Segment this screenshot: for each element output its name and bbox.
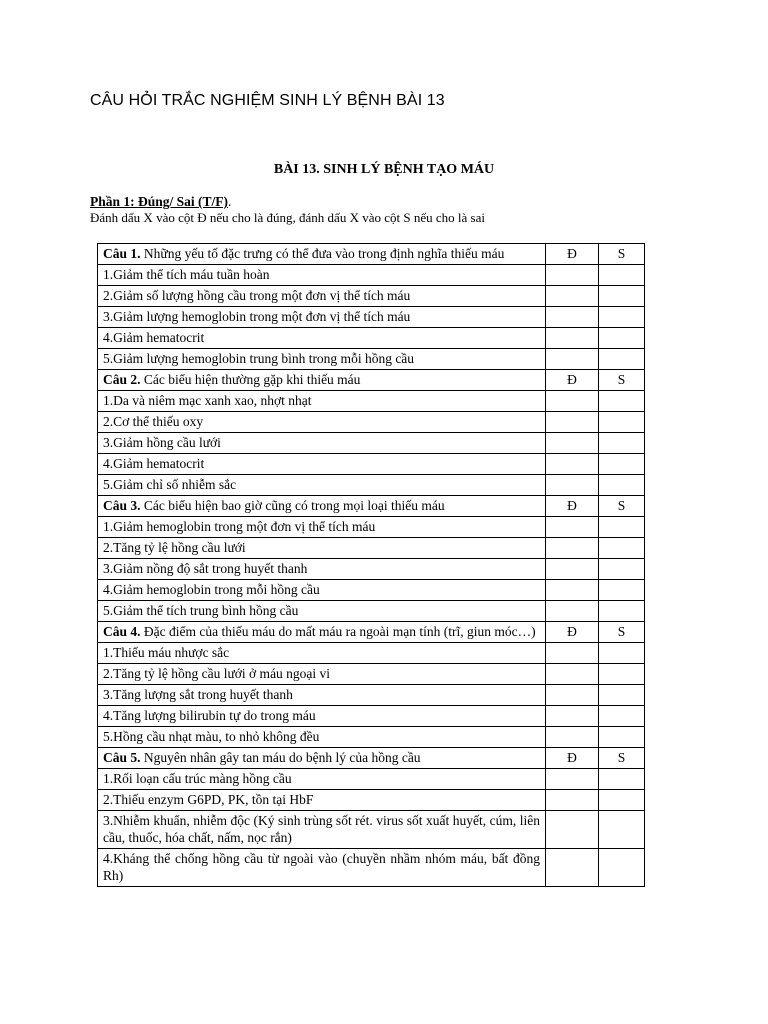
answer-cell-false[interactable]: [599, 685, 645, 706]
option-row: [98, 790, 645, 811]
column-header-true: Đ: [546, 748, 599, 769]
part-heading: [90, 194, 231, 210]
answer-cell-true[interactable]: [546, 286, 599, 307]
question-number: Câu 5.: [103, 750, 141, 765]
question-header-row: [98, 748, 645, 769]
lesson-title: BÀI 13. SINH LÝ BỆNH TẠO MÁU: [273, 162, 495, 177]
option-text: 5.Giảm chỉ số nhiễm sắc: [98, 475, 546, 496]
option-row: [98, 433, 645, 454]
option-text: 1.Rối loạn cấu trúc màng hồng cầu: [98, 769, 546, 790]
question-number: Câu 2.: [103, 372, 141, 387]
instruction-text: Đánh dấu X vào cột Đ nếu cho là đúng, đánh dấu X vào cột S nếu cho là sai: [90, 210, 485, 225]
answer-cell-false[interactable]: [599, 580, 645, 601]
option-row: [98, 580, 645, 601]
option-text: 1.Giảm hemoglobin trong một đơn vị thể tích máu: [98, 517, 546, 538]
answer-cell-true[interactable]: [546, 454, 599, 475]
answer-cell-false[interactable]: [599, 727, 645, 748]
option-text: 3.Nhiễm khuẩn, nhiễm độc (Ký sinh trùng sốt rét. virus sốt xuất huyết, cúm, liên cầu, thuốc, hóa chất, nấm, nọc rắn): [98, 811, 546, 849]
answer-cell-true[interactable]: [546, 706, 599, 727]
option-text: 5.Hồng cầu nhạt màu, to nhỏ không đều: [98, 727, 546, 748]
answer-cell-false[interactable]: [599, 601, 645, 622]
answer-cell-false[interactable]: [599, 391, 645, 412]
option-text: 2.Tăng tỷ lệ hồng cầu lưới: [98, 538, 546, 559]
answer-cell-false[interactable]: [599, 559, 645, 580]
option-text: 4.Giảm hematocrit: [98, 328, 546, 349]
option-row: [98, 559, 645, 580]
answer-cell-false[interactable]: [599, 412, 645, 433]
column-header-true: Đ: [546, 622, 599, 643]
option-row: [98, 811, 645, 849]
option-row: [98, 664, 645, 685]
part-heading-label: Phần 1: Đúng/ Sai (T/F): [90, 194, 229, 209]
answer-cell-true[interactable]: [546, 727, 599, 748]
part-heading-tail: .: [228, 194, 232, 209]
column-header-true: Đ: [546, 244, 599, 265]
question-text-cell: [98, 496, 546, 517]
option-row: [98, 286, 645, 307]
answer-cell-false[interactable]: [599, 349, 645, 370]
option-row: [98, 454, 645, 475]
option-row: [98, 265, 645, 286]
option-text: 3.Giảm hồng cầu lưới: [98, 433, 546, 454]
column-header-false: S: [599, 496, 645, 517]
option-text: 2.Cơ thể thiếu oxy: [98, 412, 546, 433]
option-row: [98, 601, 645, 622]
answer-cell-true[interactable]: [546, 412, 599, 433]
option-row: [98, 475, 645, 496]
answer-cell-false[interactable]: [599, 475, 645, 496]
question-header-row: [98, 244, 645, 265]
option-row: [98, 643, 645, 664]
question-number: Câu 3.: [103, 498, 141, 513]
column-header-false: S: [599, 622, 645, 643]
answer-cell-true[interactable]: [546, 790, 599, 811]
question-header-row: [98, 370, 645, 391]
question-header-row: [98, 496, 645, 517]
option-text: 4.Tăng lượng bilirubin tự do trong máu: [98, 706, 546, 727]
column-header-true: Đ: [546, 496, 599, 517]
option-row: [98, 727, 645, 748]
answer-cell-true[interactable]: [546, 769, 599, 790]
question-text: Các biểu hiện bao giờ cũng có trong mọi loại thiếu máu: [140, 498, 445, 513]
quiz-table: [97, 243, 645, 887]
answer-cell-false[interactable]: [599, 328, 645, 349]
answer-cell-true[interactable]: [546, 643, 599, 664]
question-number: Câu 4.: [103, 624, 141, 639]
answer-cell-false[interactable]: [599, 643, 645, 664]
answer-cell-true[interactable]: [546, 811, 599, 849]
answer-cell-false[interactable]: [599, 265, 645, 286]
question-number: Câu 1.: [103, 246, 141, 261]
option-text: 3.Tăng lượng sắt trong huyết thanh: [98, 685, 546, 706]
question-text-cell: [98, 622, 546, 643]
answer-cell-true[interactable]: [546, 664, 599, 685]
answer-cell-true[interactable]: [546, 433, 599, 454]
option-row: [98, 391, 645, 412]
column-header-true: Đ: [546, 370, 599, 391]
option-text: 4.Giảm hemoglobin trong mỗi hồng cầu: [98, 580, 546, 601]
answer-cell-false[interactable]: [599, 433, 645, 454]
option-row: [98, 849, 645, 887]
answer-cell-true[interactable]: [546, 601, 599, 622]
answer-cell-false[interactable]: [599, 307, 645, 328]
answer-cell-true[interactable]: [546, 328, 599, 349]
question-text-cell: [98, 748, 546, 769]
column-header-false: S: [599, 370, 645, 391]
option-row: [98, 706, 645, 727]
answer-cell-false[interactable]: [599, 790, 645, 811]
answer-cell-false[interactable]: [599, 849, 645, 887]
page-title: CÂU HỎI TRẮC NGHIỆM SINH LÝ BỆNH BÀI 13: [90, 92, 445, 109]
option-text: 2.Giảm số lượng hồng cầu trong một đơn vị thể tích máu: [98, 286, 546, 307]
answer-cell-false[interactable]: [599, 706, 645, 727]
answer-cell-true[interactable]: [546, 475, 599, 496]
answer-cell-false[interactable]: [599, 769, 645, 790]
option-text: 1.Thiếu máu nhược sắc: [98, 643, 546, 664]
option-text: 4.Kháng thể chống hồng cầu từ ngoài vào (chuyền nhầm nhóm máu, bất đồng Rh): [98, 849, 546, 887]
option-row: [98, 685, 645, 706]
answer-cell-true[interactable]: [546, 580, 599, 601]
option-text: 5.Giảm lượng hemoglobin trung bình trong mỗi hồng cầu: [98, 349, 546, 370]
question-text: Đặc điểm của thiếu máu do mất máu ra ngoài mạn tính (trĩ, giun móc…): [140, 624, 536, 639]
column-header-false: S: [599, 748, 645, 769]
answer-cell-false[interactable]: [599, 538, 645, 559]
option-text: 3.Giảm nồng độ sắt trong huyết thanh: [98, 559, 546, 580]
answer-cell-true[interactable]: [546, 391, 599, 412]
answer-cell-false[interactable]: [599, 286, 645, 307]
answer-cell-true[interactable]: [546, 849, 599, 887]
answer-cell-false[interactable]: [599, 454, 645, 475]
option-row: [98, 349, 645, 370]
answer-cell-false[interactable]: [599, 664, 645, 685]
option-text: 1.Da và niêm mạc xanh xao, nhợt nhạt: [98, 391, 546, 412]
question-text: Những yếu tố đặc trưng có thể đưa vào trong định nghĩa thiếu máu: [140, 246, 505, 261]
option-row: [98, 412, 645, 433]
question-header-row: [98, 622, 645, 643]
answer-cell-true[interactable]: [546, 559, 599, 580]
answer-cell-true[interactable]: [546, 307, 599, 328]
column-header-false: S: [599, 244, 645, 265]
option-text: 5.Giảm thể tích trung bình hồng cầu: [98, 601, 546, 622]
question-text: Các biểu hiện thường gặp khi thiếu máu: [140, 372, 361, 387]
answer-cell-false[interactable]: [599, 811, 645, 849]
question-text-cell: [98, 370, 546, 391]
option-row: [98, 328, 645, 349]
question-text: Nguyên nhân gây tan máu do bệnh lý của hồng cầu: [140, 750, 421, 765]
option-text: 2.Thiếu enzym G6PD, PK, tồn tại HbF: [98, 790, 546, 811]
option-text: 4.Giảm hematocrit: [98, 454, 546, 475]
answer-cell-true[interactable]: [546, 349, 599, 370]
answer-cell-true[interactable]: [546, 685, 599, 706]
question-text-cell: [98, 244, 546, 265]
option-row: [98, 538, 645, 559]
answer-cell-true[interactable]: [546, 517, 599, 538]
option-text: 3.Giảm lượng hemoglobin trong một đơn vị thể tích máu: [98, 307, 546, 328]
answer-cell-false[interactable]: [599, 517, 645, 538]
option-row: [98, 307, 645, 328]
option-text: 1.Giảm thể tích máu tuần hoàn: [98, 265, 546, 286]
answer-cell-true[interactable]: [546, 265, 599, 286]
option-text: 2.Tăng tỷ lệ hồng cầu lưới ở máu ngoại vi: [98, 664, 546, 685]
option-row: [98, 517, 645, 538]
option-row: [98, 769, 645, 790]
answer-cell-true[interactable]: [546, 538, 599, 559]
